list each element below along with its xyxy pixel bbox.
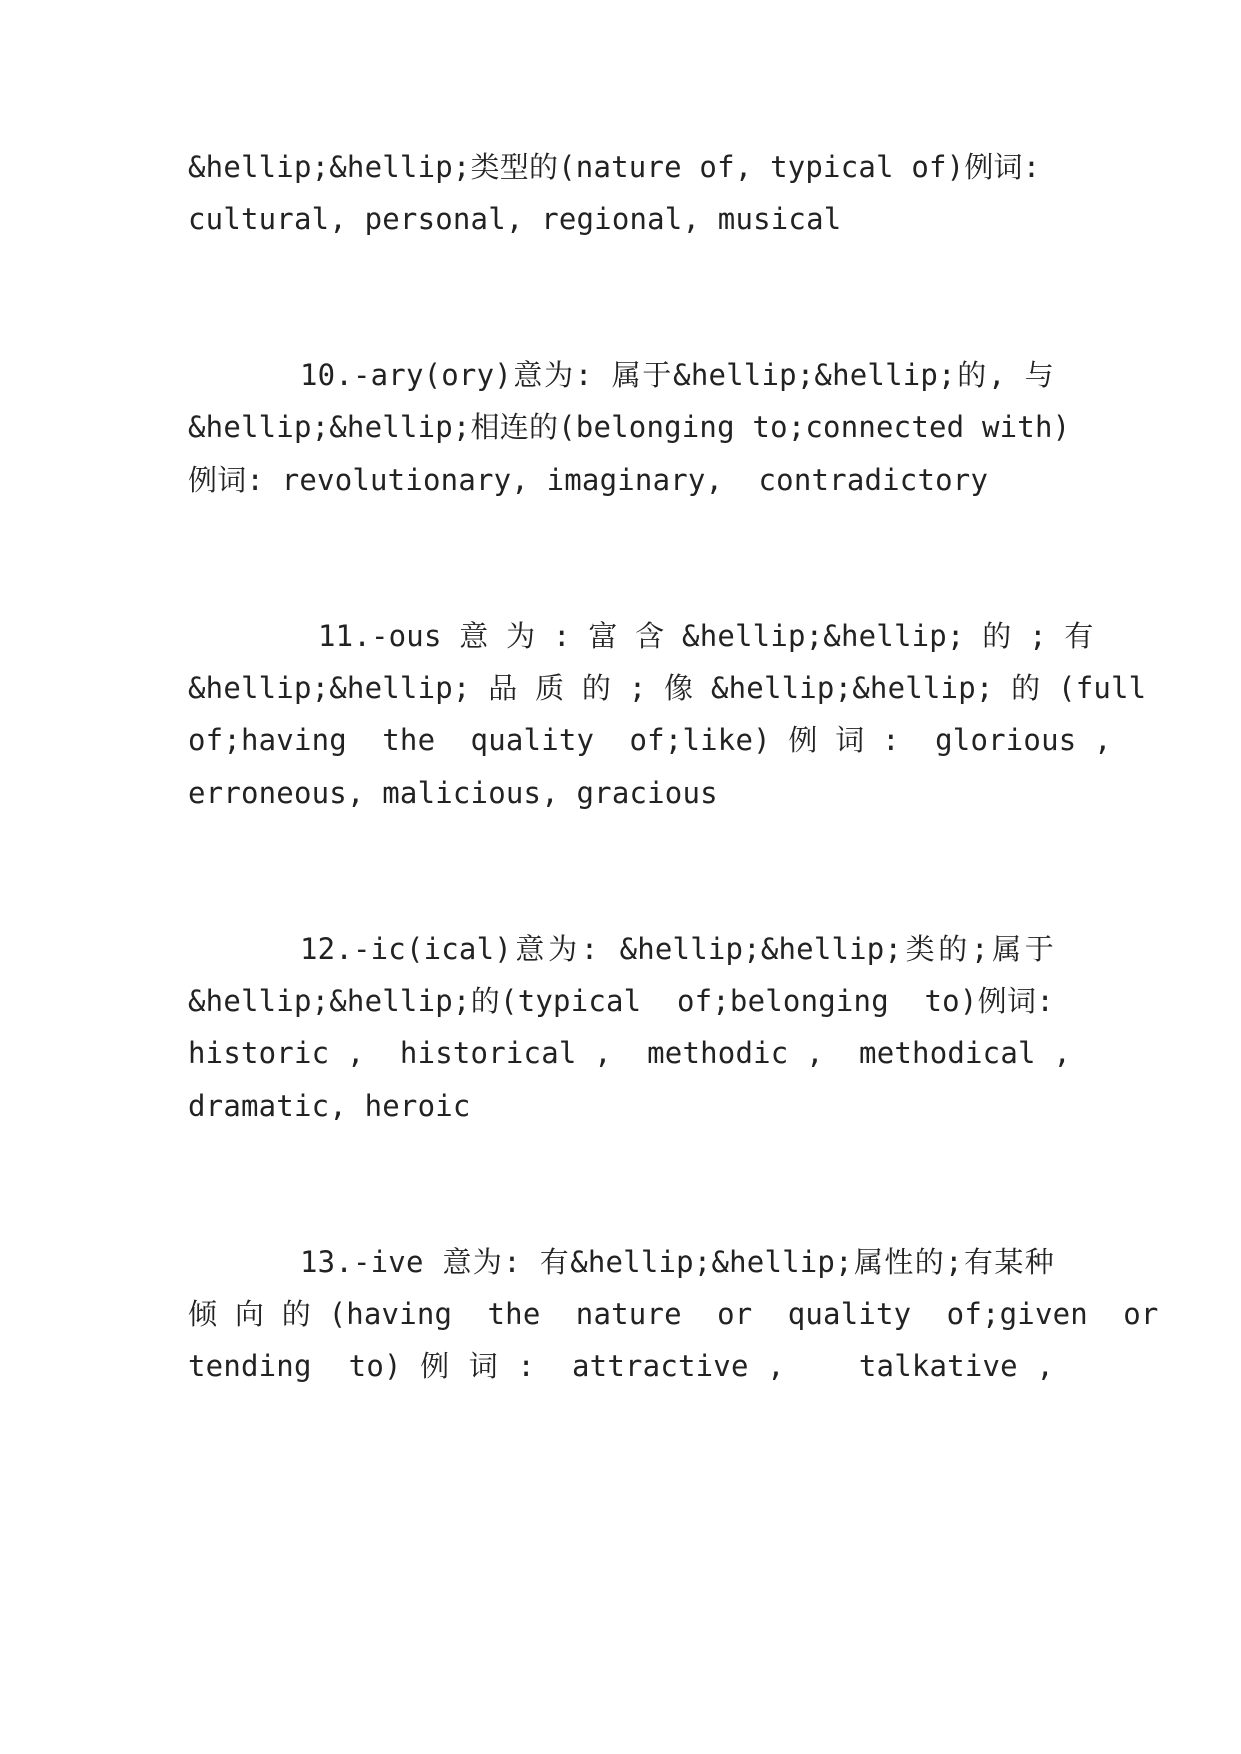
paragraph-12-line-1: 12.-ic(ical)意为: &hellip;&hellip;类的;属于 [300,932,1054,966]
paragraph-10-line-2: &hellip;&hellip;相连的(belonging to;connected with) [188,410,1071,444]
paragraph-13-line-3: tending to) 例 词 : attractive , talkative , [188,1349,1054,1383]
paragraph-13-line-2: 倾 向 的 (having the nature or quality of;given or [188,1297,1159,1331]
paragraph-10-line-1: 10.-ary(ory)意为: 属于&hellip;&hellip;的, 与 [300,358,1054,392]
paragraph-11-line-1: 11.-ous 意 为 : 富 含 &hellip;&hellip; 的 ; 有 [318,619,1094,653]
paragraph-12-line-3: historic , historical , methodic , methodical , [188,1036,1071,1070]
paragraph-12-line-4: dramatic, heroic [188,1089,471,1123]
paragraph-11-line-2: &hellip;&hellip; 品 质 的 ; 像 &hellip;&hellip; 的 (full [188,671,1147,705]
paragraph-11-line-4: erroneous, malicious, gracious [188,776,718,810]
paragraph-12-line-2: &hellip;&hellip;的(typical of;belonging to)例词: [188,984,1054,1018]
paragraph-intro-line-2: cultural, personal, regional, musical [188,202,842,236]
paragraph-11-line-3: of;having the quality of;like) 例 词 : glorious , [188,723,1112,757]
paragraph-13-line-1: 13.-ive 意为: 有&hellip;&hellip;属性的;有某种 [300,1245,1054,1279]
paragraph-10-line-3: 例词: revolutionary, imaginary, contradictory [188,463,989,497]
paragraph-intro-line-1: &hellip;&hellip;类型的(nature of, typical of)例词: [188,150,1041,184]
